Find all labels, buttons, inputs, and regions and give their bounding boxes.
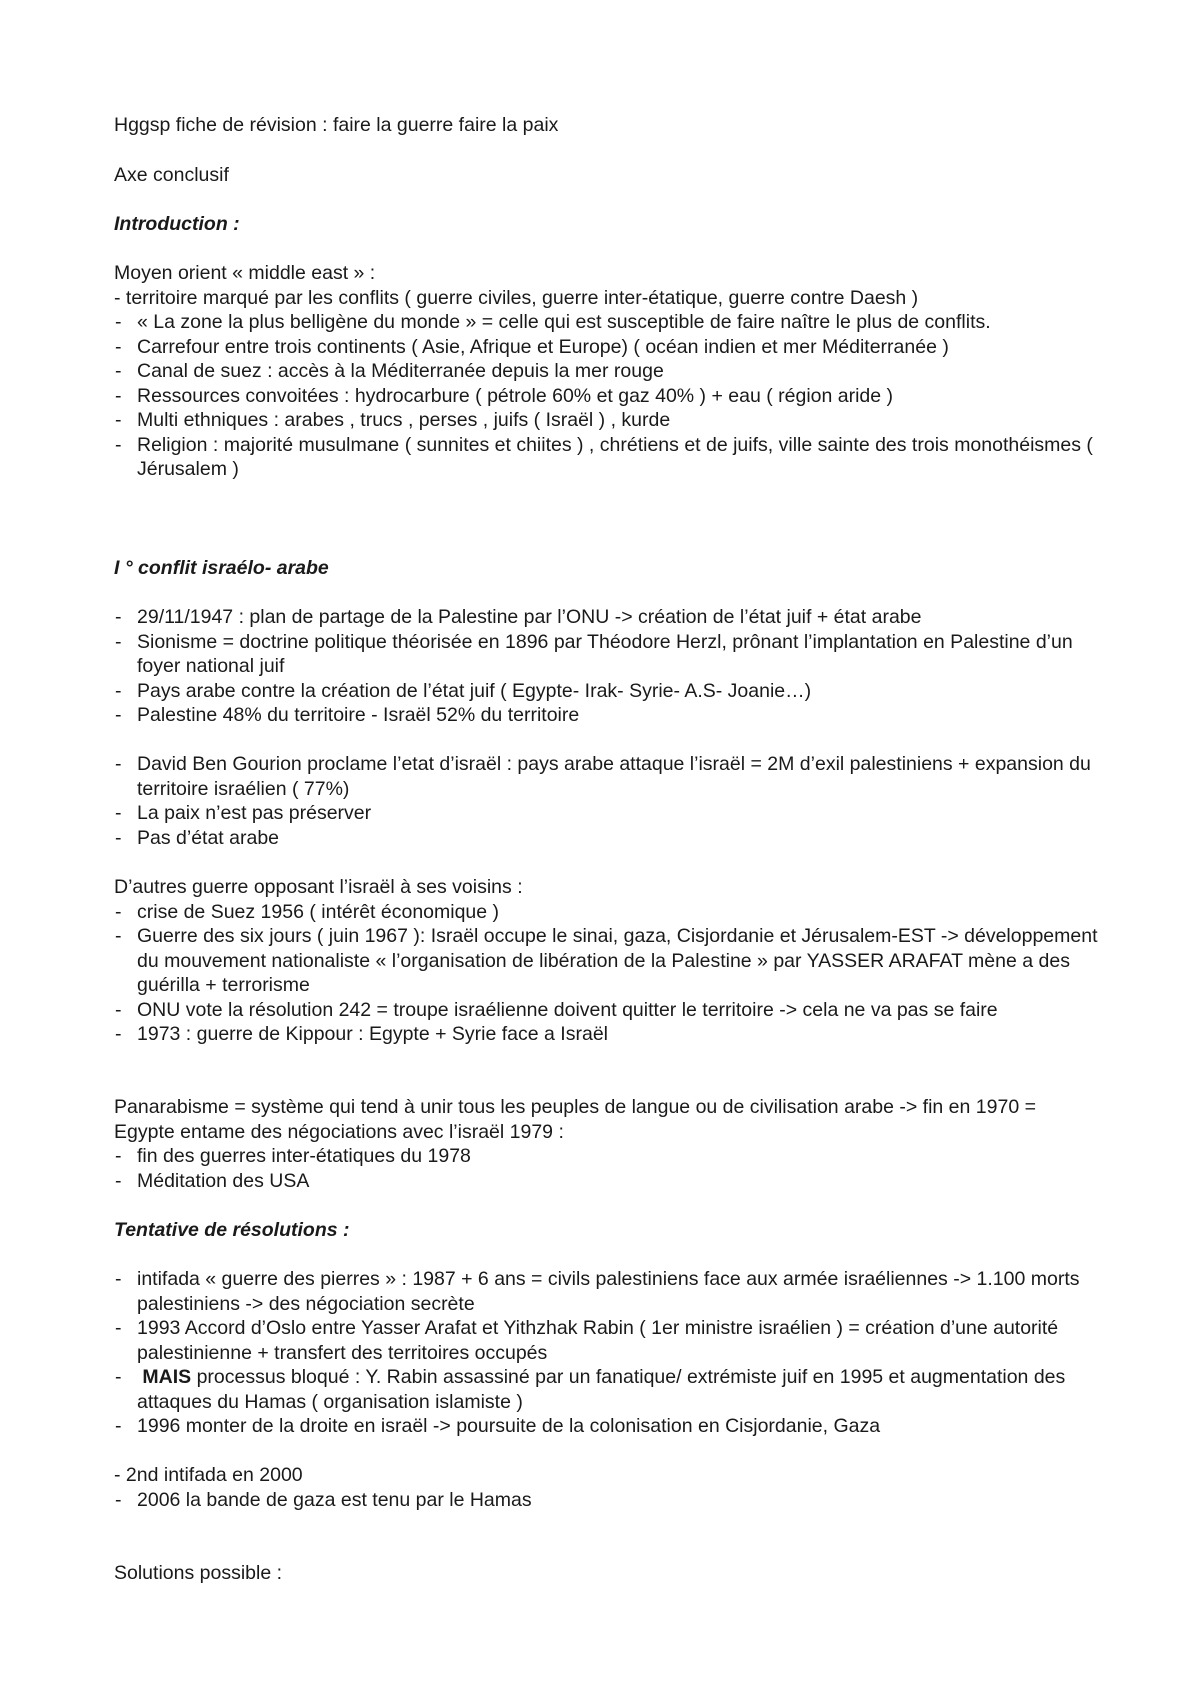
second-intifada: - 2nd intifada en 2000 (114, 1464, 303, 1486)
list-item: - « La zone la plus belligène du monde » = celle qui est susceptible de faire naître le plus de conflits. (114, 310, 1100, 335)
list-item: - intifada « guerre des pierres » : 1987 + 6 ans = civils palestiniens face aux armée israéliennes -> 1.100 morts palestiniens -> des négociation secrète (114, 1267, 1100, 1316)
list-item: - 1993 Accord d’Oslo entre Yasser Arafat et Yithzhak Rabin ( 1er ministre israélien ) = création d’une autorité palestinienne + transfert des territoires occupés (114, 1316, 1100, 1365)
solutions-label: Solutions possible : (114, 1562, 283, 1584)
intro-section (114, 261, 1100, 482)
list-item: - David Ben Gourion proclame l’etat d’israël : pays arabe attaque l’israël = 2M d’exil palestiniens + expansion du territoire israélien ( 77%) (114, 752, 1100, 801)
list-item: - 1996 monter de la droite en israël -> poursuite de la colonisation en Cisjordanie, Gaza (114, 1414, 1100, 1439)
panarabisme-section (114, 1095, 1100, 1193)
panarabisme-text: Panarabisme = système qui tend à unir tous les peuples de langue ou de civilisation arabe -> fin en 1970 = Egypte entame des négociations avec l’israël 1979 : (114, 1096, 1036, 1143)
list-item: - Sionisme = doctrine politique théorisée en 1896 par Théodore Herzl, prônant l’implantation en Palestine d’un foyer national juif (114, 630, 1100, 679)
wars-section (114, 875, 1100, 1047)
list-item: - 1973 : guerre de Kippour : Egypte + Syrie face a Israël (114, 1022, 1100, 1047)
list-item: - Canal de suez : accès à la Méditerranée depuis la mer rouge (114, 359, 1100, 384)
list-item: - Multi ethniques : arabes , trucs , perses , juifs ( Israël ) , kurde (114, 408, 1100, 433)
list-item: - Palestine 48% du territoire - Israël 52% du territoire (114, 703, 1100, 728)
mais-emphasis: MAIS (142, 1366, 192, 1388)
part1-list-a (114, 605, 1100, 728)
list-item: - ONU vote la résolution 242 = troupe israélienne doivent quitter le territoire -> cela ne va pas se faire (114, 998, 1100, 1023)
list-item: - Pas d’état arabe (114, 826, 1100, 851)
list-item: - fin des guerres inter-étatiques du 1978 (114, 1144, 1100, 1169)
list-item: - La paix n’est pas préserver (114, 801, 1100, 826)
intro-lead: Moyen orient « middle east » : (114, 262, 376, 284)
wars-lead: D’autres guerre opposant l’israël à ses voisins : (114, 876, 523, 898)
part1-list-b (114, 752, 1100, 850)
mais-text: processus bloqué : Y. Rabin assassiné par un fanatique/ extrémiste juif en 1995 et augmentation des attaques du Hamas ( organisation islamiste ) (137, 1366, 1066, 1413)
list-item: - Guerre des six jours ( juin 1967 ): Israël occupe le sinai, gaza, Cisjordanie et Jérusalem-EST -> développement du mouvement nationaliste « l’organisation de libération de la Palestine » par YASSER ARAFAT mène a des guérilla + terrorisme (114, 924, 1100, 998)
list-item: - Religion : majorité musulmane ( sunnites et chiites ) , chrétiens et de juifs, ville sainte des trois monothéismes ( Jérusalem ) (114, 433, 1100, 482)
list-item: - 29/11/1947 : plan de partage de la Palestine par l’ONU -> création de l’état juif + état arabe (114, 605, 1100, 630)
list-item (114, 1365, 1100, 1414)
intifada-section (114, 1463, 1100, 1512)
intro-heading: Introduction : (114, 213, 240, 235)
list-item: - Carrefour entre trois continents ( Asie, Afrique et Europe) ( océan indien et mer Méditerranée ) (114, 335, 1100, 360)
tentative-heading: Tentative de résolutions : (114, 1219, 350, 1241)
list-item: - crise de Suez 1956 ( intérêt économique ) (114, 900, 1100, 925)
part1-heading: I ° conflit israélo- arabe (114, 557, 329, 579)
intro-list (114, 310, 1100, 482)
tentative-list (114, 1267, 1100, 1439)
list-item: - 2006 la bande de gaza est tenu par le Hamas (114, 1488, 1100, 1513)
intro-plain-item: - territoire marqué par les conflits ( guerre civiles, guerre inter-étatique, guerre contre Daesh ) (114, 286, 919, 309)
axe-label: Axe conclusif (114, 164, 229, 186)
list-item: - Méditation des USA (114, 1169, 1100, 1194)
list-item: - Ressources convoitées : hydrocarbure ( pétrole 60% et gaz 40% ) + eau ( région aride ) (114, 384, 1100, 409)
list-item: - Pays arabe contre la création de l’état juif ( Egypte- Irak- Syrie- A.S- Joanie…) (114, 679, 1100, 704)
document-title: Hggsp fiche de révision : faire la guerre faire la paix (114, 114, 559, 136)
